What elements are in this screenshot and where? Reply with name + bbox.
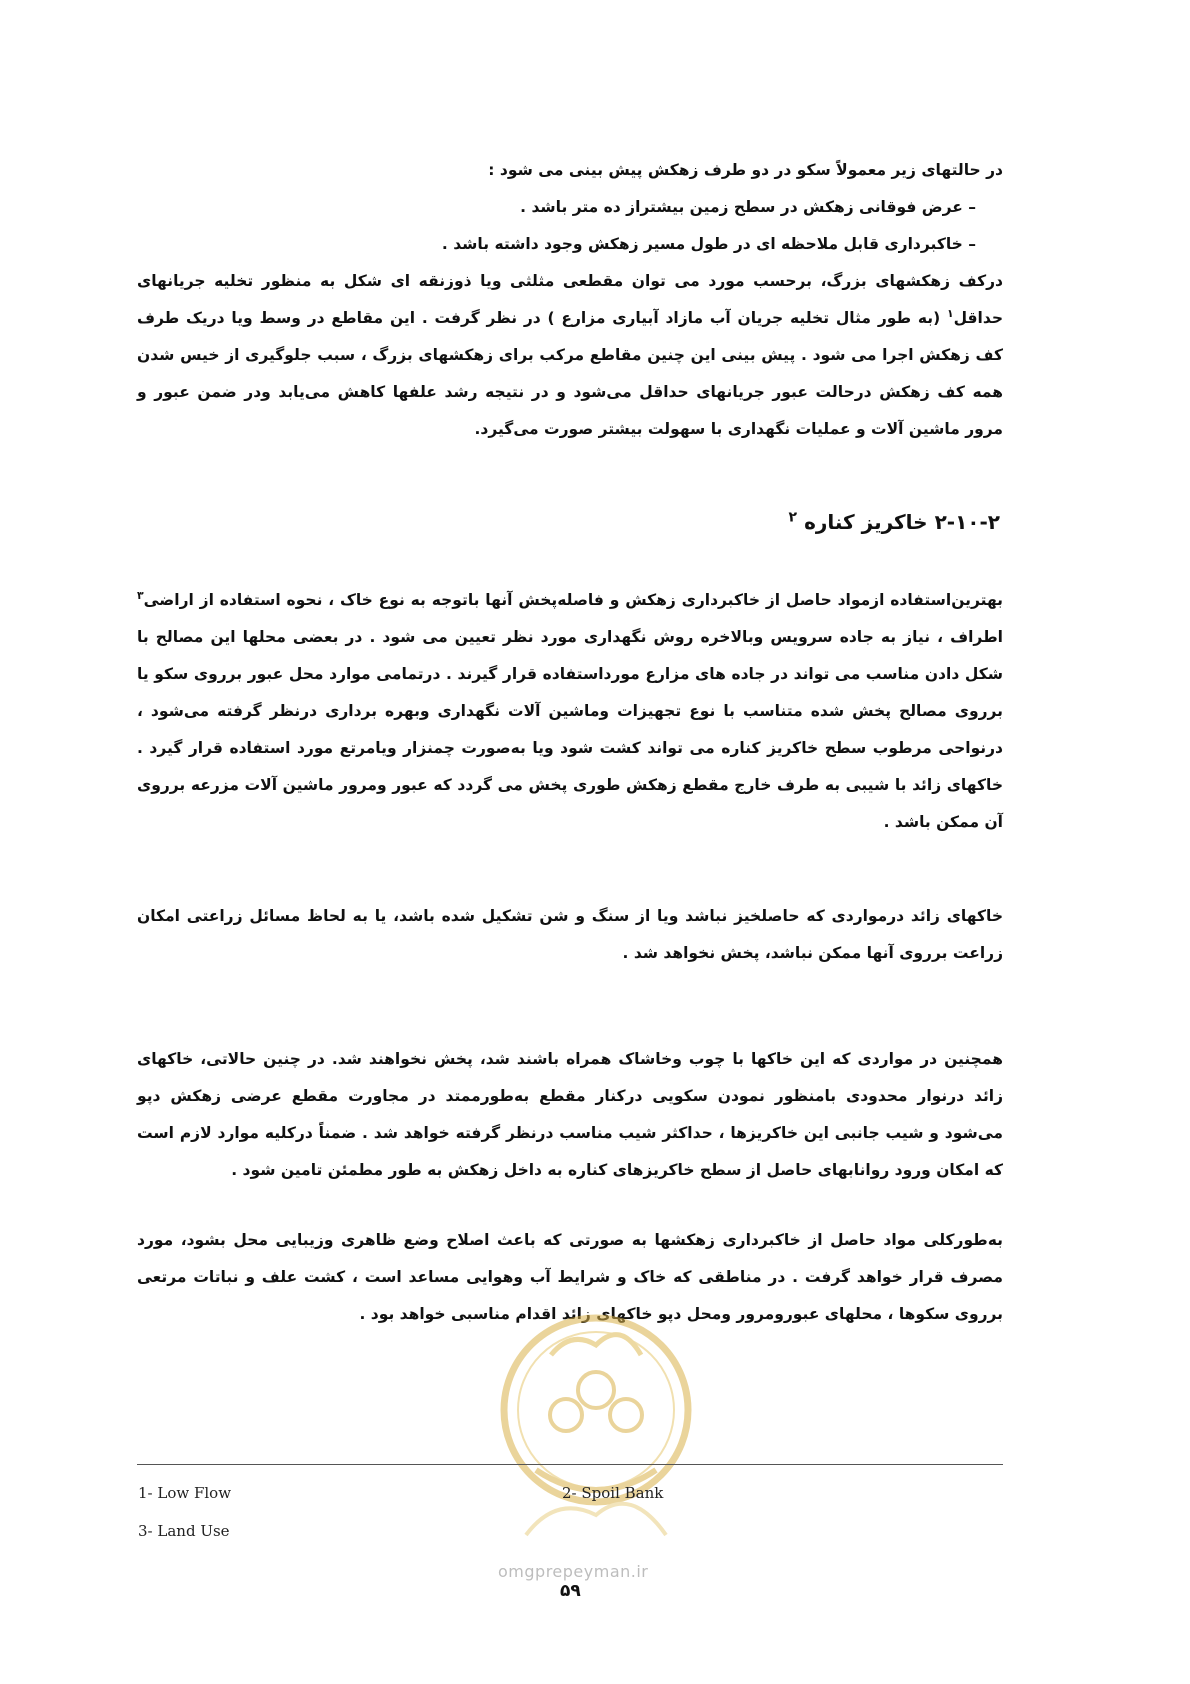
footnote-1: 1- Low Flow <box>138 1484 232 1502</box>
paragraph-text: اطراف ، نیاز به جاده سرویس وبالاخره روش نگهداری مورد نظر تعیین می شود . در بعضی محلها این مصالح با شکل دادن مناسب می تواند در جاده های مزارع مورداستفاده قرار گیرند . درتمامی موارد محل عبور برروی سکو یا برروی مصالح پخش شده متناسب با نوع تجهیزات وماشین آلات نگهداری وبهره برداری درنظر گرفته می‌شود ، درنواحی مرطوب سطح خاکریز کناره می تواند کشت شود ویا به‌صورت چمنزار ویامرتع مورد استفاده قرار گیرد . خاکهای زائد با شیبی به طرف خارج مقطع زهکش طوری پخش می گردد که عبور ومرور ماشین آلات مزرعه برروی آن ممکن باشد . <box>137 628 1003 831</box>
footnote-ref: ۱ <box>946 306 954 320</box>
watermark-url: omgprepeyman.ir <box>498 1562 649 1581</box>
paragraph-3: خاکهای زائد درمواردی که حاصلخیز نباشد ویا از سنگ و شن تشکیل شده باشد، یا به لحاظ مسائل زراعتی امکان زراعت برروی آنها ممکن نباشد، پخش نخواهد شد . <box>137 907 1003 962</box>
footnote-2: 2- Spoil Bank <box>562 1484 664 1502</box>
paragraph-5: به‌طورکلی مواد حاصل از خاکبرداری زهکشها به صورتی که باعث اصلاح وضع ظاهری وزیبایی محل بشود، مورد مصرف قرار خواهد گرفت . در مناطقی که خاک و شرایط آب وهوایی مساعد است ، کشت علف و نباتات مرتعی برروی سکوها ، محلهای عبورومرور ومحل دپو خاکهای زائد اقدام مناسبی خواهد بود . <box>137 1231 1003 1323</box>
section-heading <box>789 510 1000 534</box>
page-number: ۵۹ <box>560 1581 581 1601</box>
bullet-item: – عرض فوقانی زهکش در سطح زمین بیشتراز ده متر باشد . <box>520 198 976 216</box>
footnote-divider <box>137 1464 1003 1465</box>
paragraph-1 <box>137 263 1003 448</box>
paragraph-text: (به طور مثال تخلیه جریان آب مازاد آبیاری مزارع ) در نظر گرفت . این مقاطع در وسط ویا دریک طرف کف زهکش اجرا می شود . پیش بینی این چنین مقاطع مرکب برای زهکشهای بزرگ ، سبب جلوگیری از خیس شدن همه کف زهکش درحالت عبور جریانهای حداقل می‌شود و در نتیجه رشد علفها کاهش می‌یابد ودر ضمن عبور و مرور ماشین آلات و عملیات نگهداری با سهولت بیشتر صورت می‌گیرد. <box>137 309 1003 438</box>
heading-text: ۲-۱۰-۲ خاکریز کناره <box>804 510 1000 534</box>
paragraph-4: همچنین در مواردی که این خاکها با چوب وخاشاک همراه باشند شد، پخش نخواهند شد. در چنین حالاتی، خاکهای زائد درنوار محدودی بامنظور نمودن سکویی درکنار مقطع به‌طورممتد در مجاورت مقطع عرضی زهکش دپو می‌شود و شیب جانبی این خاکریزها ، حداکثر شیب مناسب درنظر گرفته خواهد شد . ضمناً درکلیه موارد لازم است که امکان ورود روانابهای حاصل از سطح خاکریزهای کناره به داخل زهکش به طور مطمئن تامین شود . <box>137 1050 1003 1179</box>
footnote-ref: ۳ <box>137 588 144 602</box>
paragraph-2 <box>137 582 1003 841</box>
intro-block <box>137 152 1003 263</box>
watermark-logo <box>496 1295 696 1585</box>
footnote-3: 3- Land Use <box>138 1522 230 1540</box>
bullet-item: – خاکبرداری قابل ملاحظه ای در طول مسیر زهکش وجود داشته باشد . <box>441 235 976 253</box>
paragraph-text: درکف زهکشهای بزرگ، برحسب مورد می توان مقطعی مثلثی ویا ذوزنقه ای شکل به منظور تخلیه جریانهای حداقل <box>137 272 1003 327</box>
footnote-ref: ۲ <box>788 509 798 526</box>
intro-line: در حالتهای زیر معمولاً سکو در دو طرف زهکش پیش بینی می شود : <box>488 161 1003 179</box>
paragraph-text: بهترین‌استفاده ازمواد حاصل از خاکبرداری زهکش و فاصله‌پخش آنها باتوجه به نوع خاک ، نحوه استفاده از اراضی <box>143 591 1003 609</box>
